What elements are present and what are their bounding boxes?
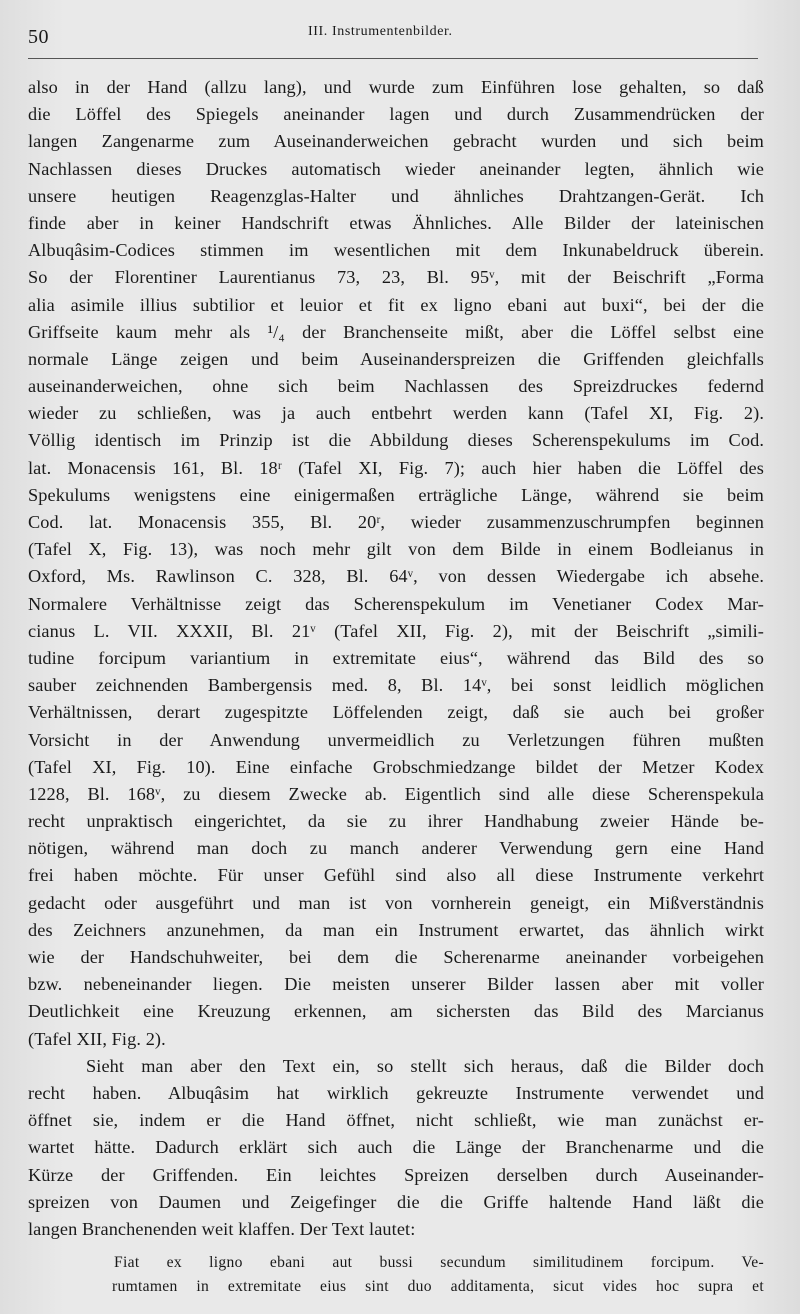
body-text — [28, 74, 764, 1243]
page-number: 50 — [28, 26, 49, 48]
text-line: So der Florentiner Laurentianus 73, 23, Bl. 95ᵛ, mit der Beischrift „Forma — [28, 267, 764, 288]
text-line: Albuqâsim-Codices stimmen im wesentlichen mit dem Inkunabeldruck überein. — [28, 240, 764, 261]
text-line: Normalere Verhältnisse zeigt das Scherenspekulum im Venetianer Codex Mar- — [28, 593, 764, 614]
text-line: Vorsicht in der Anwendung unvermeidlich zu Verletzungen führen mußten — [28, 729, 764, 750]
text-line: spreizen von Daumen und Zeigefinger die die Griffe haltende Hand läßt die — [28, 1191, 764, 1212]
text-line: Cod. lat. Monacensis 355, Bl. 20ʳ, wieder zusammenzuschrumpfen beginnen — [28, 512, 764, 532]
text-line: recht unpraktisch eingerichtet, da sie zu ihrer Handhabung zweier Hände be- — [28, 811, 764, 832]
text-line: Griffseite kaum mehr als ¹/₄ der Branchenseite mißt, aber die Löffel selbst eine — [28, 321, 764, 342]
text-line: wie der Handschuhweiter, bei dem die Scherenarme aneinander vorbeigehen — [28, 947, 764, 967]
text-line: normale Länge zeigen und beim Auseinanderspreizen die Griffenden gleichfalls — [28, 348, 764, 369]
text-line: frei haben möchte. Für unser Gefühl sind also all diese Instrumente verkehrt — [28, 865, 764, 886]
paragraph-2 — [28, 1053, 764, 1243]
text-line: Sieht man aber den Text ein, so stellt sich heraus, daß die Bilder doch — [86, 1055, 764, 1076]
text-line: öffnet sie, indem er die Hand öffnet, nicht schließt, wie man zunächst er- — [28, 1110, 764, 1131]
text-line: Kürze der Griffenden. Ein leichtes Spreizen derselben durch Auseinander- — [28, 1164, 764, 1185]
text-line: langen Zangenarme zum Auseinanderweichen gebracht wurden und sich beim — [28, 131, 764, 152]
text-line: rumtamen in extremitate eius sint duo additamenta, sicut vides hoc supra et — [112, 1278, 764, 1296]
text-line: bzw. nebeneinander liegen. Die meisten unserer Bilder lassen aber mit voller — [28, 974, 764, 995]
text-line: Verhältnissen, derart zugespitzte Löffelenden zeigt, daß sie auch bei großer — [28, 702, 764, 723]
text-line: gedacht oder ausgeführt und man ist von vornherein geneigt, ein Mißverständnis — [28, 892, 764, 913]
paragraph-1 — [28, 74, 764, 1053]
text-line: cianus L. VII. XXXII, Bl. 21ᵛ (Tafel XII, Fig. 2), mit der Beischrift „simili- — [28, 620, 764, 641]
text-line: Nachlassen dieses Druckes automatisch wieder aneinander legten, ähnlich wie — [28, 158, 764, 179]
text-line: 1228, Bl. 168ᵛ, zu diesem Zwecke ab. Eigentlich sind alle diese Scherenspekula — [28, 783, 764, 804]
chapter-title: III. Instrumentenbilder. — [308, 24, 453, 39]
text-line: also in der Hand (allzu lang), und wurde zum Einführen lose gehalten, so daß — [28, 77, 764, 97]
text-line: unsere heutigen Reagenzglas-Halter und ähnliches Drahtzangen-Gerät. Ich — [28, 185, 764, 206]
text-line: sauber zeichnenden Bambergensis med. 8, Bl. 14ᵛ, bei sonst leidlich möglichen — [28, 675, 764, 696]
text-line: Oxford, Ms. Rawlinson C. 328, Bl. 64ᵛ, von dessen Wiedergabe ich absehe. — [28, 566, 764, 587]
text-line: auseinanderweichen, ohne sich beim Nachlassen des Spreizdruckes federnd — [28, 376, 764, 397]
text-line: (Tafel XII, Fig. 2). — [28, 1028, 166, 1049]
latin-quotation — [28, 1251, 764, 1299]
running-head — [28, 0, 758, 59]
text-line: langen Branchenenden weit klaffen. Der Text lautet: — [28, 1218, 416, 1239]
text-line: Spekulums wenigstens eine einigermaßen erträgliche Länge, während sie beim — [28, 484, 764, 505]
text-line: des Zeichners anzunehmen, da man ein Instrument erwartet, das ähnlich wirkt — [28, 919, 764, 940]
text-line: (Tafel XI, Fig. 10). Eine einfache Grobschmiedzange bildet der Metzer Kodex — [28, 756, 764, 777]
text-line: Deutlichkeit eine Kreuzung erkennen, am sichersten das Bild des Marcianus — [28, 1001, 764, 1022]
text-line: Fiat ex ligno ebani aut bussi secundum similitudinem forcipum. Ve- — [114, 1254, 764, 1272]
text-line: (Tafel X, Fig. 13), was noch mehr gilt von dem Bilde in einem Bodleianus in — [28, 539, 764, 560]
text-line: die Löffel des Spiegels aneinander lagen und durch Zusammendrücken der — [28, 104, 764, 125]
text-line: tudine forcipum variantium in extremitate eius“, während das Bild des so — [28, 647, 764, 668]
text-line: nötigen, während man doch zu manch anderer Verwendung gern eine Hand — [28, 838, 764, 859]
text-line: recht haben. Albuqâsim hat wirklich gekreuzte Instrumente verwendet und — [28, 1082, 764, 1103]
text-line: Völlig identisch im Prinzip ist die Abbildung dieses Scherenspekulums im Cod. — [28, 430, 764, 451]
text-line: wieder zu schließen, was ja auch entbehrt werden kann (Tafel XI, Fig. 2). — [28, 403, 764, 424]
text-line: wartet hätte. Dadurch erklärt sich auch die Länge der Branchenarme und die — [28, 1137, 764, 1158]
text-line: finde aber in keiner Handschrift etwas Ähnliches. Alle Bilder der lateinischen — [28, 212, 764, 233]
text-line: alia asimile illius subtilior et leuior et fit ex ligno ebani aut buxi“, bei der die — [28, 294, 764, 315]
text-line: lat. Monacensis 161, Bl. 18ʳ (Tafel XI, Fig. 7); auch hier haben die Löffel des — [28, 457, 764, 478]
